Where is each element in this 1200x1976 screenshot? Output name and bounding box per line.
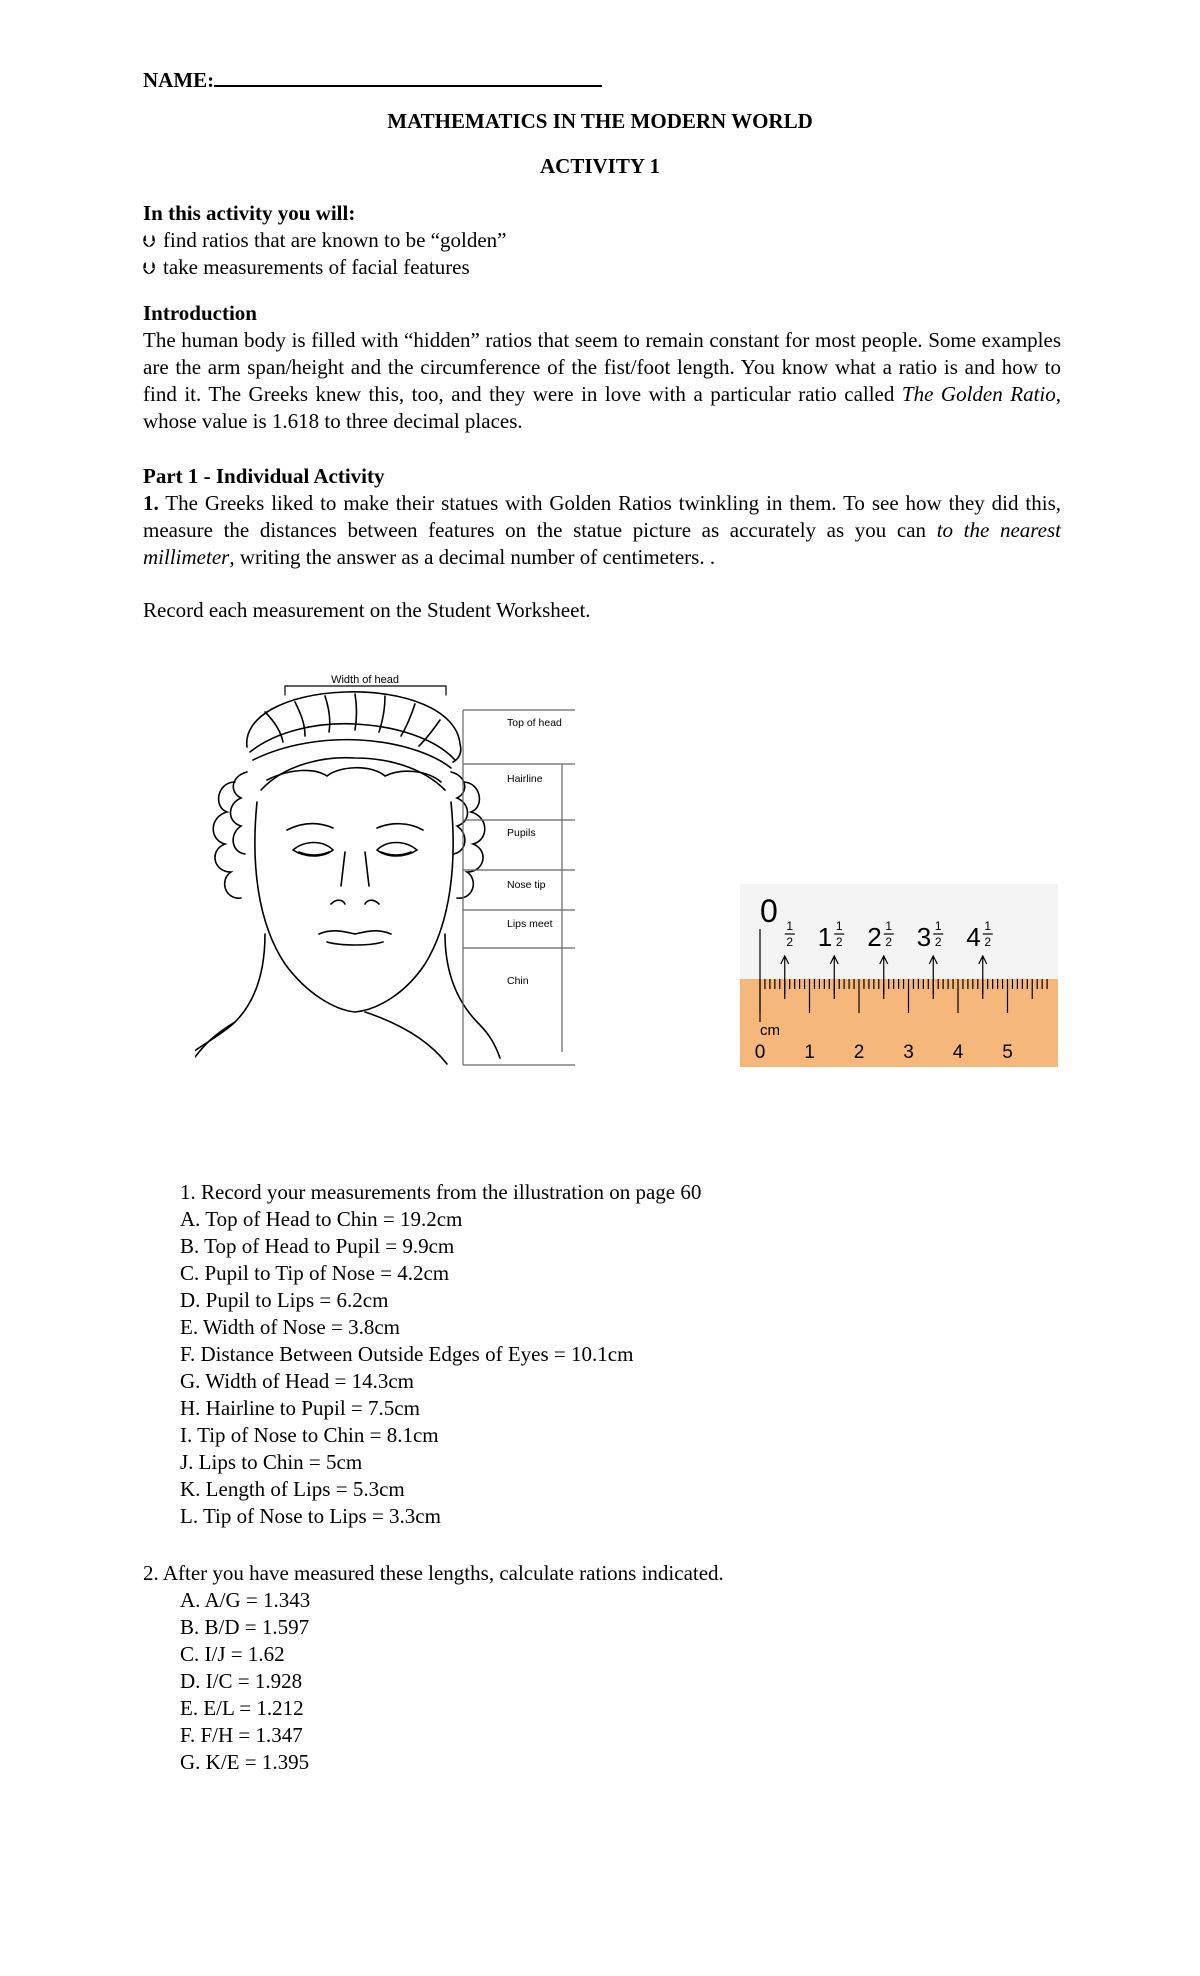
width-bracket-line (285, 686, 446, 695)
course-title: MATHEMATICS IN THE MODERN WORLD (387, 109, 813, 133)
measurements-section (180, 1179, 701, 1530)
check-list-icon: ⮋ (143, 232, 156, 252)
ratio-item: F. F/H = 1.347 (180, 1723, 303, 1747)
measurement-item: E. Width of Nose = 3.8cm (180, 1315, 400, 1339)
check-list-icon: ⮋ (143, 259, 156, 279)
cm-label: 1 (804, 1042, 815, 1063)
ratio-item: G. K/E = 1.395 (180, 1750, 310, 1774)
measurement-item: H. Hairline to Pupil = 7.5cm (180, 1396, 420, 1420)
step-number: 1. (143, 491, 159, 515)
cm-label: 3 (903, 1042, 914, 1063)
svg-text:1: 1 (835, 919, 843, 933)
cm-label: 0 (754, 1042, 766, 1063)
ratios-heading: 2. After you have measured these lengths, calculate rations indicated. (143, 1561, 724, 1585)
half-cm-label (818, 919, 844, 952)
svg-text:2: 2 (835, 935, 843, 949)
lips-meet-label: Lips meet (507, 918, 553, 930)
measurement-item: F. Distance Between Outside Edges of Eyes = 10.1cm (180, 1342, 634, 1366)
cm-label: 4 (952, 1042, 964, 1063)
objective-item: ⮋ take measurements of facial features (143, 254, 470, 283)
svg-text:2: 2 (786, 935, 794, 949)
svg-text:4: 4 (966, 922, 981, 952)
measurement-item: D. Pupil to Lips = 6.2cm (180, 1288, 389, 1312)
measurement-item: A. Top of Head to Chin = 19.2cm (180, 1207, 463, 1231)
width-of-head-label: Width of head (331, 674, 399, 686)
half-cm-label (867, 919, 893, 952)
svg-text:2: 2 (984, 935, 992, 949)
measurement-item: B. Top of Head to Pupil = 9.9cm (180, 1234, 455, 1258)
objective-item: ⮋ find ratios that are known to be “golden” (143, 227, 506, 256)
name-field[interactable] (143, 63, 602, 94)
svg-text:3: 3 (916, 922, 932, 952)
measurements-heading: 1. Record your measurements from the illustration on page 60 (180, 1180, 702, 1204)
introduction-paragraph: The human body is filled with “hidden” ratios that seem to remain constant for most people. Some examples are the arm span/height and the circumference of the fist/foot length. You know what a ratio is and how to find it. The Greeks knew this, too, and they were in love with a particular ratio called The Golden Ratio, whose value is 1.618 to three decimal places. (143, 328, 1061, 433)
svg-text:1: 1 (934, 919, 942, 933)
name-blank-line[interactable] (214, 63, 602, 87)
pupils-label: Pupils (507, 827, 536, 839)
svg-text:2: 2 (867, 922, 882, 952)
measurement-item: L. Tip of Nose to Lips = 3.3cm (180, 1504, 441, 1528)
svg-text:2: 2 (934, 935, 942, 949)
introduction-heading: Introduction (143, 301, 257, 325)
ratio-item: D. I/C = 1.928 (180, 1669, 303, 1693)
measurement-item: I. Tip of Nose to Chin = 8.1cm (180, 1423, 439, 1447)
ruler-zero-label: 0 (760, 893, 778, 929)
svg-text:1: 1 (786, 919, 794, 933)
activity-title: ACTIVITY 1 (540, 154, 660, 178)
part1-instructions: 1. The Greeks liked to make their statues with Golden Ratios twinkling in them. To see how they did this, measure the distances between features on the statue picture as accurately as you can to the nearest millimeter, writing the answer as a decimal number of centimeters. . (143, 491, 1061, 569)
hair-outline (247, 692, 461, 762)
nose-tip-label: Nose tip (507, 879, 546, 891)
svg-text:1: 1 (817, 922, 833, 952)
measurement-item: C. Pupil to Tip of Nose = 4.2cm (180, 1261, 450, 1285)
cm-label: 2 (853, 1042, 865, 1063)
svg-text:1: 1 (885, 919, 893, 933)
objectives-heading: In this activity you will: (143, 201, 356, 225)
part1-heading: Part 1 - Individual Activity (143, 464, 385, 488)
golden-ratio-term: The Golden Ratio (901, 382, 1056, 406)
chin-label: Chin (507, 975, 529, 987)
nearest-millimeter-emphasis: to the nearest millimeter (143, 518, 1061, 569)
ratios-section (143, 1560, 724, 1776)
svg-text:2: 2 (885, 935, 893, 949)
ratio-item: B. B/D = 1.597 (180, 1615, 310, 1639)
svg-text:1: 1 (984, 919, 992, 933)
half-cm-label (966, 919, 992, 952)
half-cm-label (917, 919, 943, 952)
ratio-item: C. I/J = 1.62 (180, 1642, 285, 1666)
top-of-head-label: Top of head (507, 717, 562, 729)
ruler-unit-label: cm (760, 1022, 780, 1039)
cm-label: 5 (1002, 1042, 1013, 1063)
measurement-item: K. Length of Lips = 5.3cm (180, 1477, 405, 1501)
ruler-illustration (740, 884, 1058, 1067)
statue-face-illustration (195, 672, 575, 1067)
measurement-item: G. Width of Head = 14.3cm (180, 1369, 414, 1393)
ratio-item: E. E/L = 1.212 (180, 1696, 304, 1720)
name-label: NAME: (143, 68, 215, 92)
hairline-label: Hairline (507, 773, 543, 785)
measurement-item: J. Lips to Chin = 5cm (180, 1450, 363, 1474)
record-note: Record each measurement on the Student Worksheet. (143, 598, 591, 622)
ratio-item: A. A/G = 1.343 (180, 1588, 311, 1612)
